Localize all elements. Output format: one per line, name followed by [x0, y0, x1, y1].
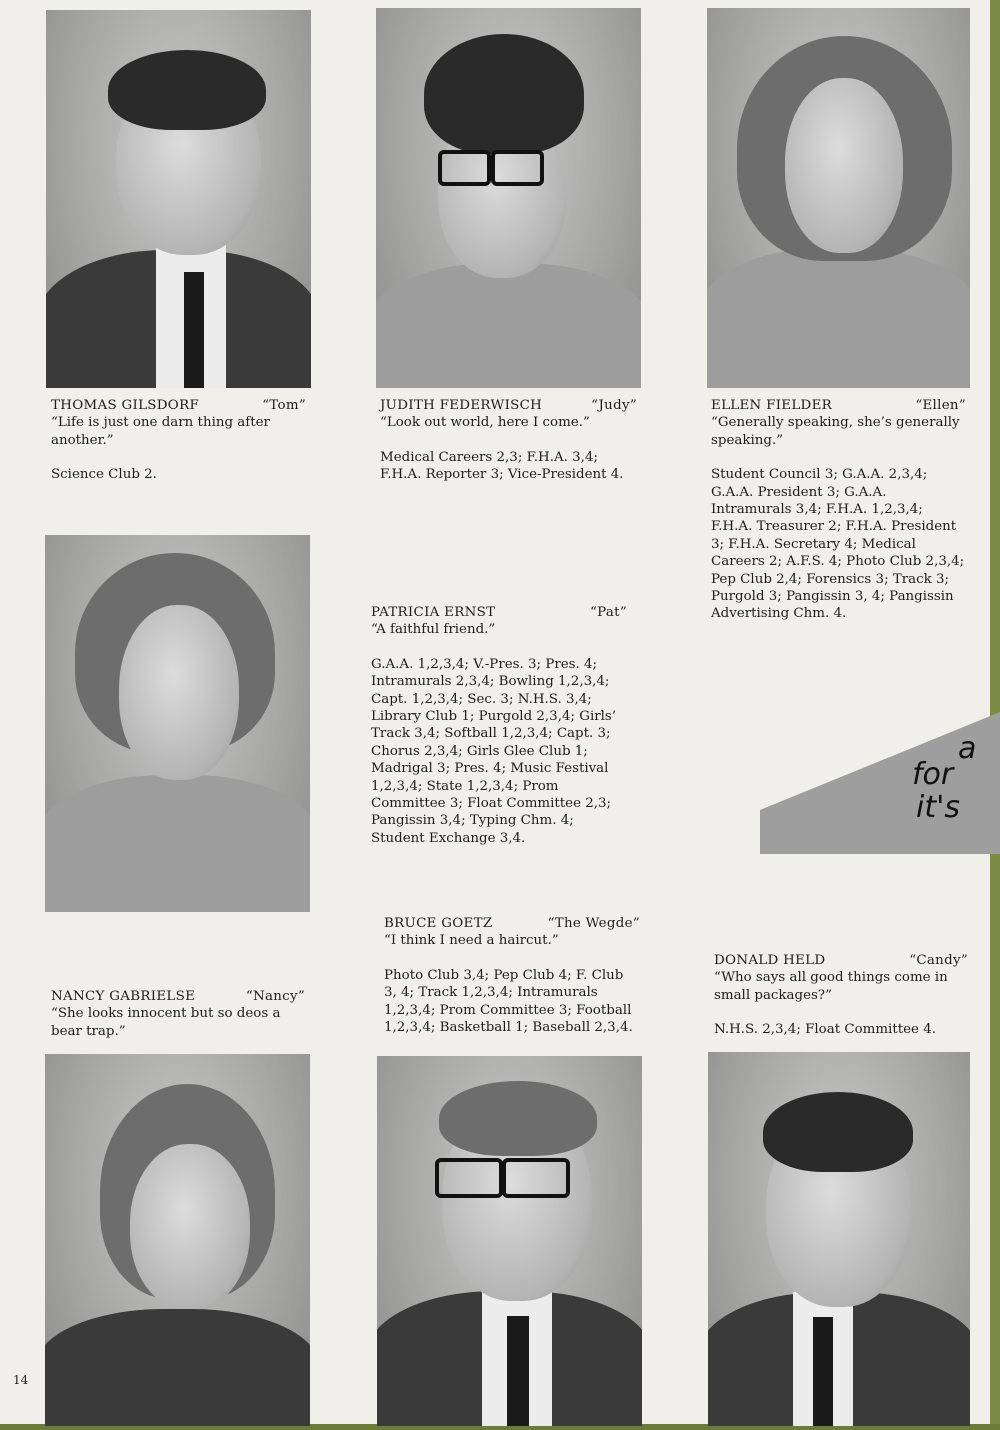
portrait-bruce-goetz — [377, 1056, 642, 1426]
senior-quote: “Look out world, here I come.” — [380, 415, 590, 431]
senior-activities: Science Club 2. — [51, 467, 157, 483]
senior-entry-patricia-ernst — [371, 604, 627, 847]
senior-name: NANCY GABRIELSE — [51, 989, 196, 1004]
senior-nickname: “Tom” — [262, 398, 306, 413]
senior-quote: “Life is just one darn thing after another.” — [51, 415, 270, 448]
senior-nickname: “Nancy” — [245, 989, 305, 1004]
senior-entry-bruce-goetz — [384, 915, 640, 1036]
senior-activities: Photo Club 3,4; Pep Club 4; F. Club 3, 4; Track 1,2,3,4; Intramurals 1,2,3,4; Prom Committee 3; Football 1,2,3,4; Basketball 1; Baseball 2,3,4. — [384, 967, 633, 1036]
slogan-word-3: it's — [916, 790, 960, 825]
senior-entry-nancy-gabrielse — [51, 988, 305, 1040]
senior-name: JUDITH FEDERWISCH — [380, 398, 543, 413]
portrait-patricia-ernst — [45, 535, 310, 912]
senior-activities: Medical Careers 2,3; F.H.A. 3,4; F.H.A. Reporter 3; Vice-President 4. — [380, 449, 624, 483]
portrait-judith-federwisch — [376, 8, 641, 388]
senior-entry-thomas-gilsdorf — [51, 397, 306, 484]
senior-nickname: “The Wegde” — [547, 916, 640, 931]
senior-nickname: “Pat” — [590, 605, 627, 620]
portrait-nancy-gabrielse — [45, 1054, 310, 1426]
senior-nickname: “Judy” — [591, 398, 637, 413]
senior-name: PATRICIA ERNST — [371, 605, 496, 620]
senior-name: ELLEN FIELDER — [711, 398, 833, 413]
senior-entry-donald-held — [714, 952, 968, 1039]
senior-entry-judith-federwisch — [380, 397, 637, 484]
senior-activities: Student Council 3; G.A.A. 2,3,4; G.A.A. President 3; G.A.A. Intramurals 3,4; F.H.A. 1,2,3,4; F.H.A. Treasurer 2; F.H.A. President 3; F.H.A. Secretary 4; Medical Careers 2; A.F.S. 4; Photo Club 2,3,4; Pep Club 2,4; Forensics 3; Track 3; Purgold 3; Pangissin 3, 4; Pangissin Advertising Chm. 4. — [711, 467, 965, 622]
senior-nickname: “Candy” — [909, 953, 968, 968]
senior-quote: “Who says all good things come in small packages?” — [714, 970, 948, 1003]
senior-quote: “I think I need a haircut.” — [384, 933, 559, 949]
slogan-word-1: a — [958, 731, 977, 766]
portrait-thomas-gilsdorf — [46, 10, 311, 388]
senior-quote: “A faithful friend.” — [371, 622, 496, 638]
senior-quote: “Generally speaking, she’s generally speaking.” — [711, 415, 960, 448]
senior-activities: G.A.A. 1,2,3,4; V.-Pres. 3; Pres. 4; Intramurals 2,3,4; Bowling 1,2,3,4; Capt. 1,2,3,4; Sec. 3; N.H.S. 3,4; Library Club 1; Purgold 2,3,4; Girls’ Track 3,4; Softball 1,2,3,4; Capt. 3; Chorus 2,3,4; Girls Glee Club 1; Madrigal 3; Pres. 4; Music Festival 1,2,3,4; State 1,2,3,4; Prom Committee 3; Float Committee 2,3; Pangissin 3,4; Typing Chm. 4; Student Exchange 3,4. — [371, 656, 617, 846]
portrait-donald-held — [708, 1052, 970, 1426]
senior-activities: N.H.S. 2,3,4; Float Committee 4. — [714, 1022, 936, 1038]
senior-name: DONALD HELD — [714, 953, 826, 968]
slogan-word-2: for — [912, 757, 954, 792]
senior-nickname: “Ellen” — [915, 398, 966, 413]
senior-name: THOMAS GILSDORF — [51, 398, 200, 413]
portrait-ellen-fielder — [707, 8, 970, 388]
senior-quote: “She looks innocent but so deos a bear trap.” — [51, 1006, 281, 1039]
senior-entry-ellen-fielder — [711, 397, 966, 623]
senior-name: BRUCE GOETZ — [384, 916, 493, 931]
page-number: 14 — [13, 1373, 29, 1387]
